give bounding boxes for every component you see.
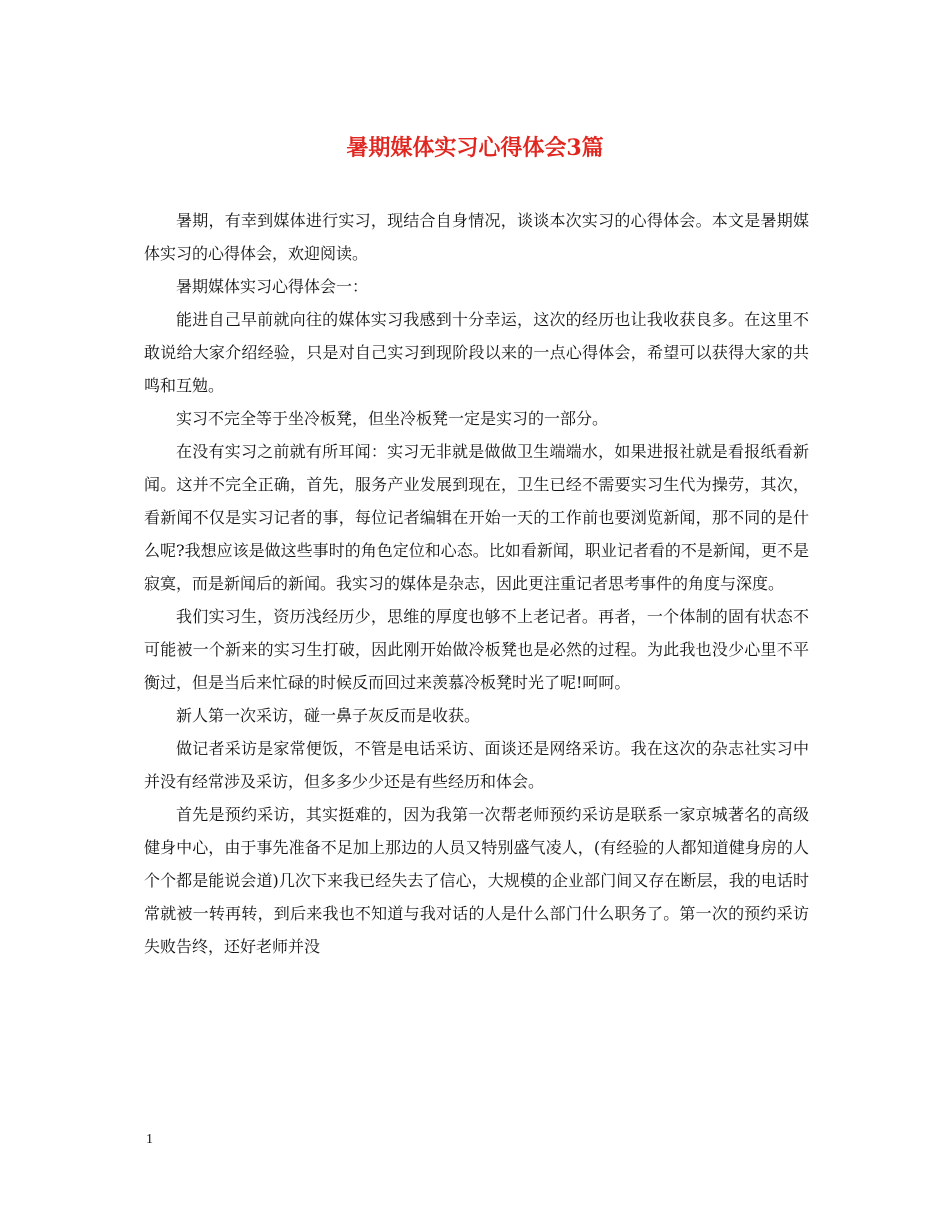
document-title: 暑期媒体实习心得体会3篇 — [346, 135, 604, 161]
paragraph: 首先是预约采访，其实挺难的，因为我第一次帮老师预约采访是联系一家京城著名的高级健身中心，由于事先准备不足加上那边的人员又特别盛气凌人，(有经验的人都知道健身房的人个个都是能说会道)几次下来我已经失去了信心，大规模的企业部门间又存在断层，我的电话时常就被一转再转，到后来我也不知道与我对话的人是什么部门什么职务了。第一次的预约采访失败告终，还好老师并没 — [144, 805, 809, 956]
paragraph: 实习不完全等于坐冷板凳，但坐冷板凳一定是实习的一部分。 — [176, 409, 609, 428]
paragraph: 能进自己早前就向往的媒体实习我感到十分幸运，这次的经历也让我收获良多。在这里不敢说给大家介绍经验，只是对自己实习到现阶段以来的一点心得体会，希望可以获得大家的共鸣和互勉。 — [144, 310, 809, 395]
paragraph: 暑期媒体实习心得体会一： — [176, 277, 369, 296]
paragraph: 我们实习生，资历浅经历少，思维的厚度也够不上老记者。再者，一个体制的固有状态不可能被一个新来的实习生打破，因此刚开始做冷板凳也是必然的过程。为此我也没少心里不平衡过，但是当后来忙碌的时候反而回过来羡慕冷板凳时光了呢!呵呵。 — [144, 607, 809, 692]
page-number: 1 — [146, 1132, 153, 1147]
paragraph: 新人第一次采访，碰一鼻子灰反而是收获。 — [176, 706, 481, 725]
paragraph: 在没有实习之前就有所耳闻：实习无非就是做做卫生端端水，如果进报社就是看报纸看新闻。这并不完全正确，首先，服务产业发展到现在，卫生已经不需要实习生代为操劳，其次，看新闻不仅是实习记者的事，每位记者编辑在开始一天的工作前也要浏览新闻，那不同的是什么呢?我想应该是做这些事时的角色定位和心态。比如看新闻，职业记者看的不是新闻，更不是寂寞，而是新闻后的新闻。我实习的媒体是杂志，因此更注重记者思考事件的角度与深度。 — [144, 442, 809, 593]
paragraph: 暑期，有幸到媒体进行实习，现结合自身情况，谈谈本次实习的心得体会。本文是暑期媒体实习的心得体会，欢迎阅读。 — [144, 211, 809, 263]
document-body — [144, 204, 809, 963]
paragraph: 做记者采访是家常便饭，不管是电话采访、面谈还是网络采访。我在这次的杂志社实习中并没有经常涉及采访，但多多少少还是有些经历和体会。 — [144, 739, 809, 791]
